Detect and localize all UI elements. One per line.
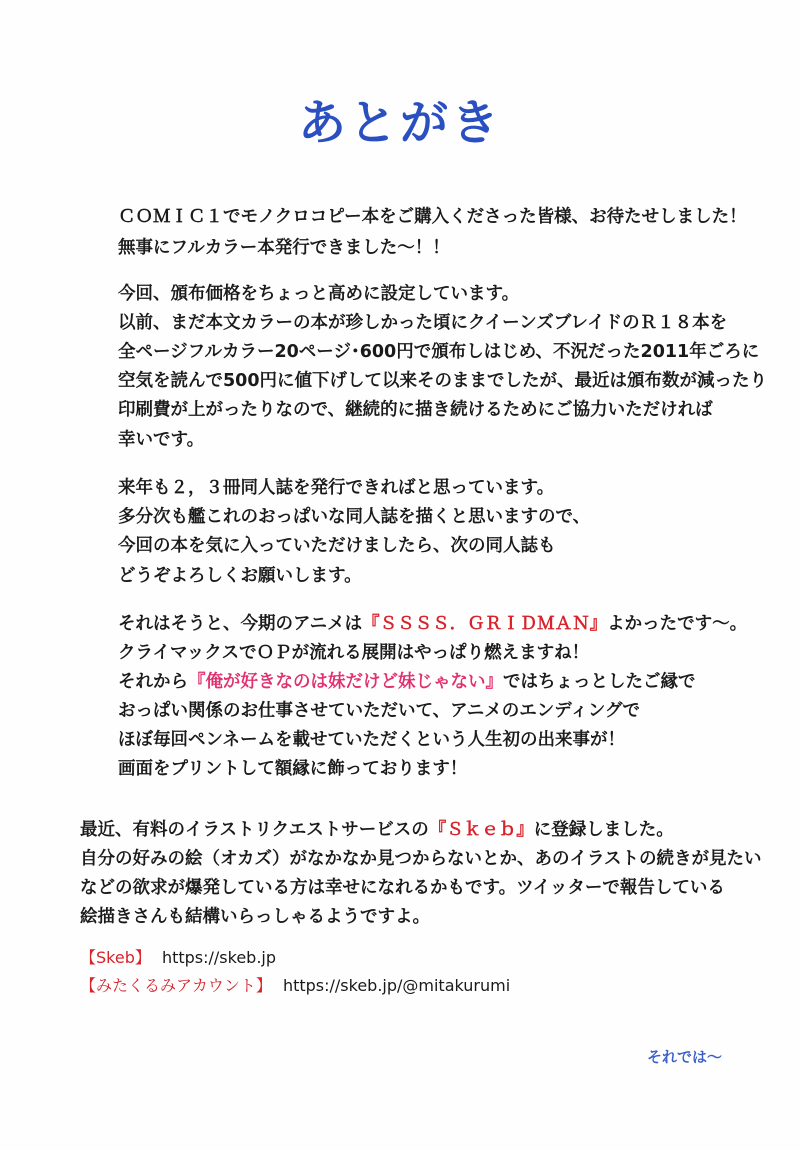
skeb-title: 『Ｓｋｅｂ』 [428, 820, 534, 840]
p5-line-1-post: に登録しました。 [533, 820, 674, 840]
p2-line-5: 印刷費が上がったりなので、継続的に描き続けるためにご協力いただければ [118, 400, 713, 420]
afterword-title: あとがき [297, 95, 502, 151]
skeb-link-url[interactable]: https://skeb.jp [161, 948, 277, 967]
p5-line-4: 絵描きさんも結構いらっしゃるようですよ。 [80, 907, 430, 927]
p2-line-2: 以前、まだ本文カラーの本が珍しかった頃にクイーンズブレイドのＲ１８本を [118, 313, 728, 333]
p2-line-3: 全ページフルカラー20ページ･600円で頒布しはじめ、不況だった2011年ごろに [118, 342, 760, 362]
p5-line-2: 自分の好みの絵（オカズ）がなかなか見つからないとか、あのイラストの続きが見たい [80, 849, 762, 869]
p4-line-6: 画面をプリントして額縁に飾っております！ [118, 759, 468, 779]
skeb-link-label: 【Skeb】 [80, 948, 151, 967]
closing-remark: それでは～ [646, 1048, 722, 1066]
p5-line-1 [80, 818, 674, 842]
p4-line-3 [118, 670, 696, 694]
p2-line-4: 空気を読んで500円に値下げして以来そのままでしたが、最近は頒布数が減ったり [118, 371, 768, 391]
p4-line-1 [118, 612, 747, 636]
gridman-title: 『ＳＳＳＳ．ＧＲＩＤＭＡＮ』 [362, 614, 608, 634]
p3-line-2: 多分次も艦これのおっぱいな同人誌を描くと思いますので、 [118, 507, 591, 527]
p2-line-6: 幸いです。 [118, 430, 205, 450]
p4-line-1-post: よかったです～。 [607, 614, 748, 634]
account-link-row [80, 974, 510, 998]
p4-line-2: クライマックスでＯＰが流れる展開はやっぱり燃えますね！ [118, 643, 590, 663]
p4-line-4: おっぱい関係のお仕事させていただいて、アニメのエンディングで [118, 701, 641, 721]
p1-line-2: 無事にフルカラー本発行できました～！！ [118, 238, 450, 258]
p1-line-1: ＣＯＭＩＣ１でモノクロコピー本をご購入くださった皆様、お待たせしました！ [118, 207, 747, 227]
p2-line-1: 今回、頒布価格をちょっと高めに設定しています。 [118, 284, 520, 304]
p4-line-5: ほぼ毎回ペンネームを載せていただくという人生初の出来事が！ [118, 730, 625, 750]
account-link-url[interactable]: https://skeb.jp/@mitakurumi [282, 976, 511, 995]
account-link-label: 【みたくるみアカウント】 [80, 976, 272, 995]
p4-line-1-pre: それはそうと、今期のアニメは [118, 614, 363, 634]
skeb-link-row [80, 946, 276, 970]
oreimo-title: 『俺が好きなのは妹だけど妹じゃない』 [188, 672, 503, 692]
p4-line-3-post: ではちょっとしたご縁で [503, 672, 696, 692]
p4-line-3-pre: それから [118, 672, 188, 692]
p3-line-4: どうぞよろしくお願いします。 [118, 566, 362, 586]
p5-line-1-pre: 最近、有料のイラストリクエストサービスの [80, 820, 429, 840]
p3-line-1: 来年も２，３冊同人誌を発行できればと思っています。 [118, 478, 555, 498]
p3-line-3: 今回の本を気に入っていただけましたら、次の同人誌も [118, 536, 556, 556]
p5-line-3: などの欲求が爆発している方は幸せになれるかもです。ツイッターで報告している [80, 878, 725, 898]
